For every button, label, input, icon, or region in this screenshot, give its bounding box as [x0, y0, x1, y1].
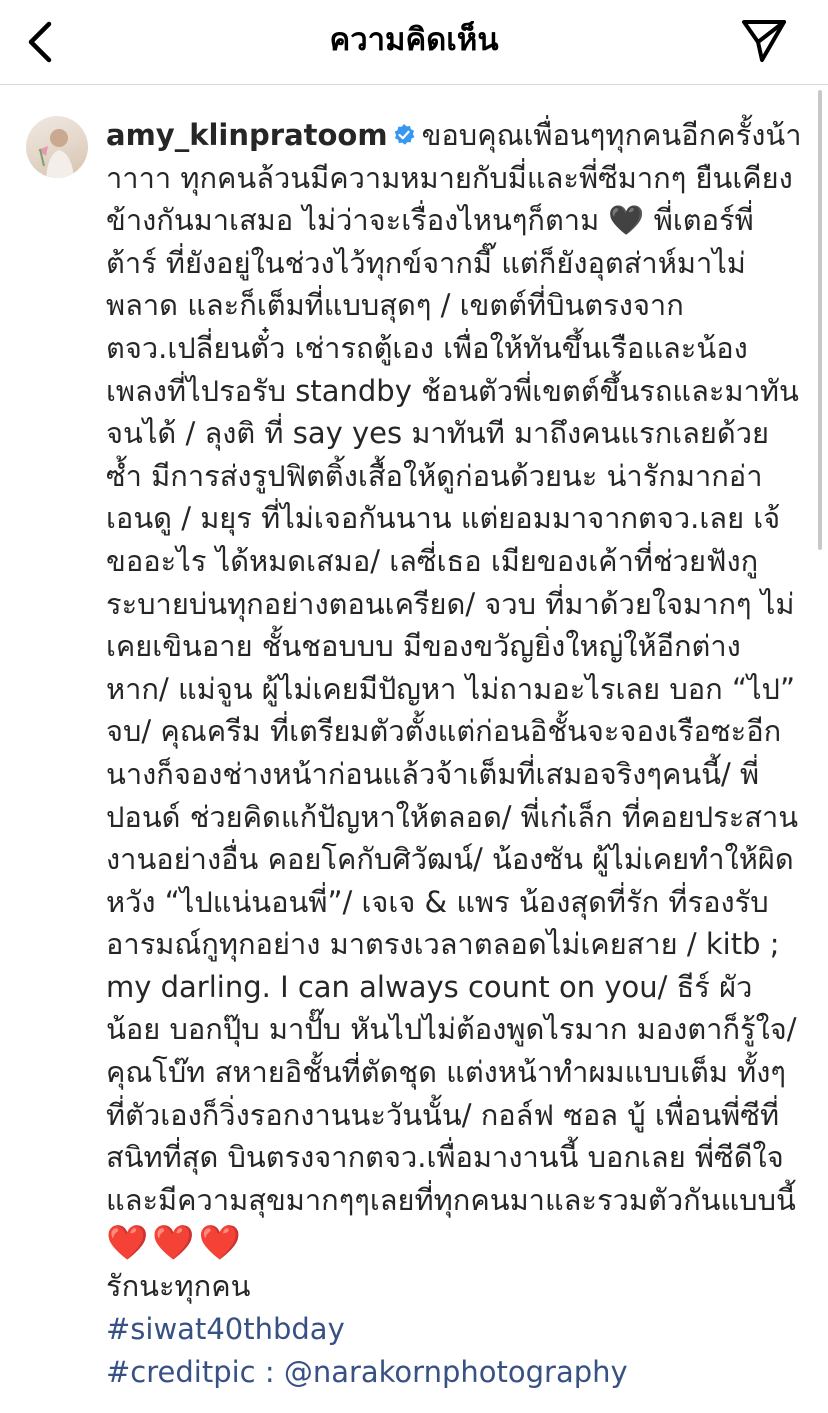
- paper-plane-icon: [740, 16, 788, 64]
- page-title: ความคิดเห็น: [329, 22, 499, 58]
- verified-badge-icon: [392, 123, 416, 147]
- comment-body: ขอบคุณเพื่อนๆทุกคนอีกครั้งน้าาาาา ทุกคนล้วนมีความหมายกับมี่และพี่ซีมากๆ ยืนเคียงข้างกันมาเสมอ ไม่ว่าจะเรื่องไหนๆก็ตาม 🖤 พี่เตอร์พี่ต้าร์ ที่ยังอยู่ในช่วงไว้ทุกข์จากมี๊ แต่ก็ยังอุตส่าห์มาไม่พลาด และก็เต็มที่แบบสุดๆ / เขตต์ที่บินตรงจากตจว.เปลี่ยนตั๋ว เช่ารถตู้เอง เพื่อให้ทันขึ้นเรือและน้องเพลงที่ไปรอรับ standby ช้อนตัวพี่เขตต์ขึ้นรถและมาทันจนได้ / ลุงติ ที่ say yes มาทันที มาถึงคนแรกเลยด้วยซ้ำ มีการส่งรูปฟิตติ้งเสื้อให้ดูก่อนด้วยนะ น่ารักมากอ่า เอนดู / มยุร ที่ไม่เจอกันนาน แต่ยอมมาจากตจว.เลย เจ้ขออะไร ได้หมดเสมอ/ เลซี่เธอ เมียของเค้าที่ช่วยฟังกูระบายบ่นทุกอย่างตอนเครียด/ จวบ ที่มาด้วยใจมากๆ ไม่เคยเขินอาย ชั้นชอบบบ มีของขวัญยิ่งใหญ่ให้อีกต่างหาก/ แม่จูน ผู้ไม่เคยมีปัญหา ไม่ถามอะไรเลย บอก “ไป” จบ/ คุณครีม ที่เตรียมตัวตั้งแต่ก่อนอิชั้นจะจองเรือซะอีก นางก็จองช่างหน้าก่อนแล้วจ้าเต็มที่เสมอจริงๆคนนี้/ พี่ปอนด์ ช่วยคิดแก้ปัญหาให้ตลอด/ พี่เก๋เล็ก ที่คอยประสานงานอย่างอื่น คอยโคกับศิวัฒน์/ น้องซัน ผู้ไม่เคยทำให้ผิดหวัง “ไปแน่นอนพี่”/ เจเจ & แพร น้องสุดที่รัก ที่รองรับอารมณ์กูทุกอย่าง มาตรงเวลาตลอดไม่เคยสาย / kitb ; my darling. I can always count on you/ ธีร์ ผัวน้อย บอกปุ๊บ มาปั๊บ หันไปไม่ต้องพูดไรมาก มองตาก็รู้ใจ/ คุณโบ๊ท สหายอิชั้นที่ตัดชุด แต่งหน้าทำผมแบบเต็ม ทั้งๆที่ตัวเองก็วิ่งรอกงานนะวันนั้น/ กอล์ฟ ซอล บู้ เพื่อนพี่ซีที่สนิทที่สุด บินตรงจากตจว.เพื่อมางานนี้ บอกเลย พี่ซีดีใจ และมีความสุขมากๆๆเลยที่ทุกคนมาและรวมตัวกันแบบนี้: [106, 118, 802, 1217]
- top-bar: [0, 0, 828, 85]
- hearts-emoji: ❤️❤️❤️: [106, 1223, 246, 1264]
- share-button[interactable]: [738, 14, 790, 66]
- avatar[interactable]: [26, 116, 88, 178]
- caption-comment: [106, 114, 802, 1393]
- hashtag-link[interactable]: #siwat40thbday: [106, 1312, 345, 1347]
- scrollbar[interactable]: [818, 90, 822, 550]
- profile-photo-icon: [26, 116, 88, 178]
- caption-text: [106, 114, 802, 1221]
- closing-line: รักนะทุกคน: [106, 1269, 251, 1304]
- comment-username[interactable]: amy_klinpratoom: [106, 118, 388, 152]
- credit-hashtag-link[interactable]: #creditpic : @narakornphotography: [106, 1354, 628, 1389]
